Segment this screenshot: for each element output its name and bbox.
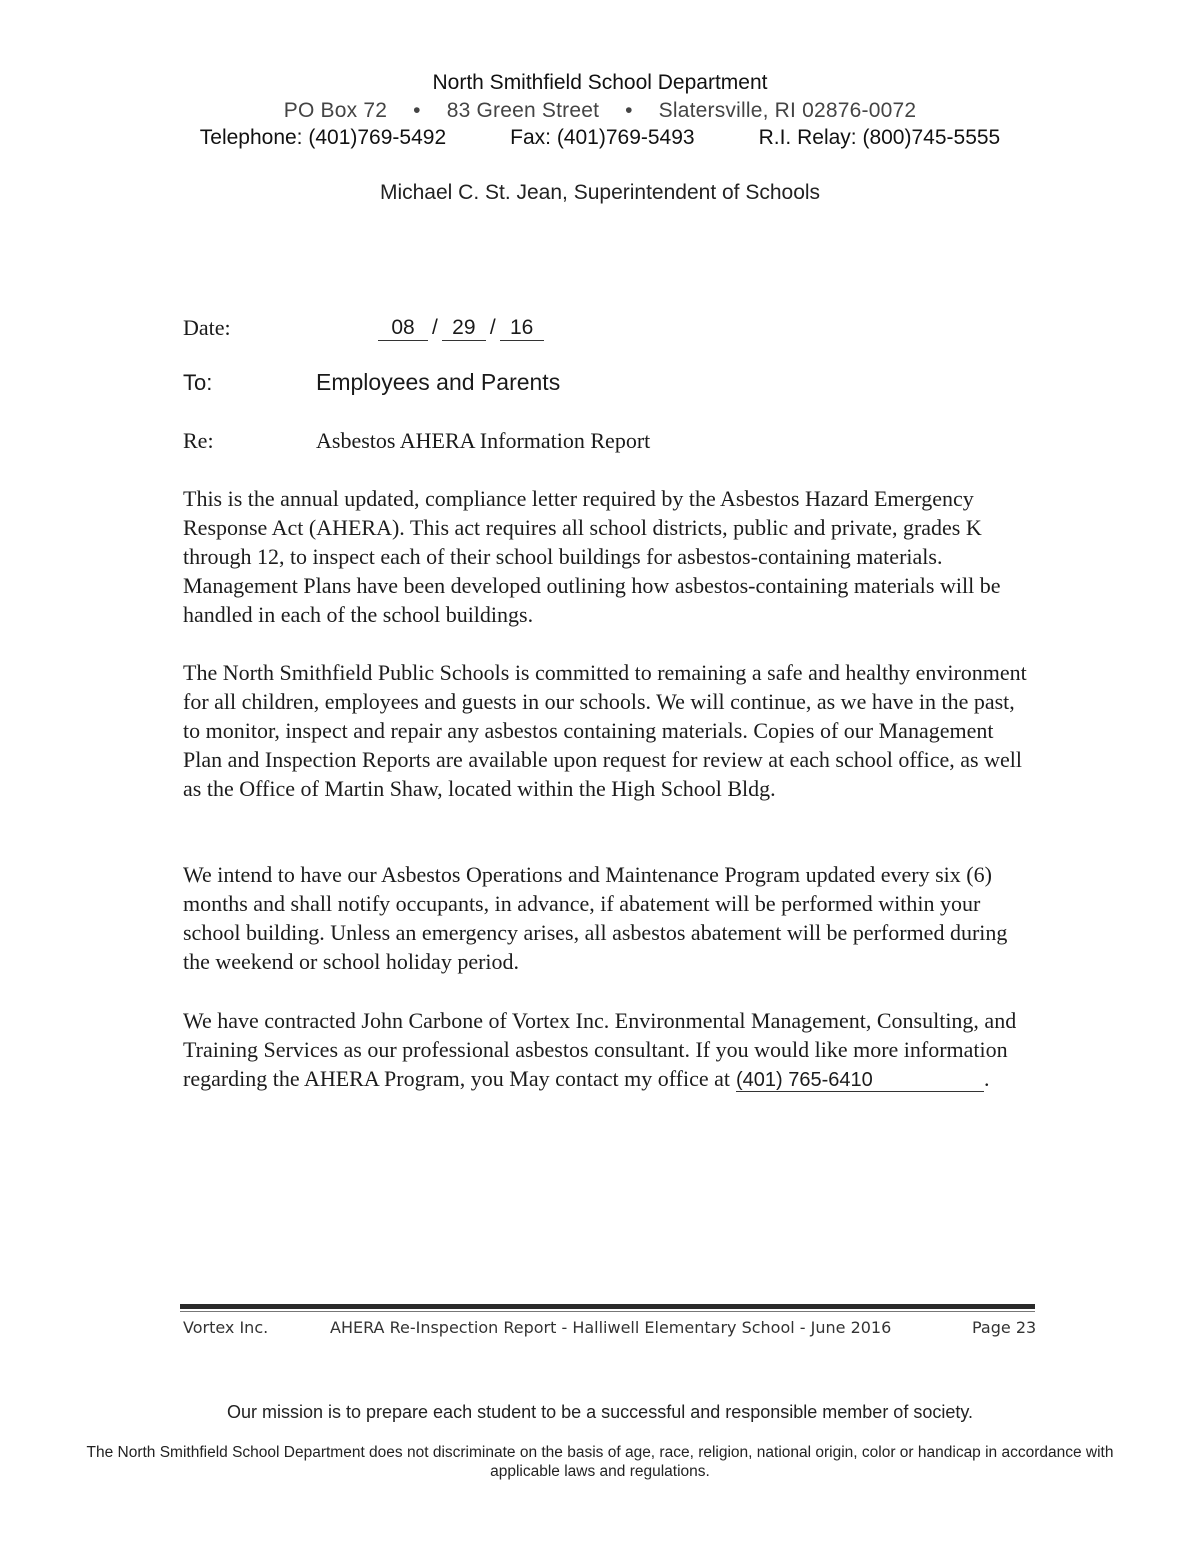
fax: Fax: (401)769-5493 bbox=[510, 126, 695, 149]
report-page-number: Page 23 bbox=[972, 1318, 1037, 1337]
footer-rule-thin bbox=[180, 1311, 1035, 1312]
footer-rule bbox=[180, 1304, 1035, 1309]
nondiscrimination-notice: The North Smithfield School Department does not discriminate on the basis of age, race, religion, national origin, color or handicap in accordance with applicable laws and regulations. bbox=[86, 1444, 1114, 1480]
paragraph-commitment: The North Smithfield Public Schools is committed to remaining a safe and healthy environment for all children, employees and guests in our schools. We will continue, as we have in the past, to monitor, inspect and repair any asbestos containing materials. Copies of our Management Plan and Inspection Reports are available upon request for review at each school office, as well as the Office of Martin Shaw, located within the High School Bldg. bbox=[183, 660, 1027, 801]
date-month: 08 bbox=[378, 316, 428, 341]
to-value: Employees and Parents bbox=[316, 369, 561, 395]
paragraph-ahera-compliance: This is the annual updated, compliance letter required by the Asbestos Hazard Emergency Response Act (AHERA). This act requires all school districts, public and private, grades K through 12, to inspect each of their school buildings for asbestos-containing materials. Management Plans have been developed outlining how asbestos-containing materials will be handled in each of the school buildings. bbox=[183, 486, 1001, 627]
po-box: PO Box 72 bbox=[283, 99, 388, 122]
sentence-end: . bbox=[984, 1066, 990, 1091]
date-value bbox=[378, 316, 544, 341]
mission-statement: Our mission is to prepare each student to be a successful and responsible member of society. bbox=[226, 1402, 974, 1422]
to-label: To: bbox=[183, 370, 213, 395]
date-separator: / bbox=[432, 316, 438, 339]
contact-line bbox=[0, 126, 1200, 150]
telephone: Telephone: (401)769-5492 bbox=[199, 126, 447, 149]
address-line bbox=[0, 99, 1200, 123]
department-name: North Smithfield School Department bbox=[432, 71, 768, 94]
city-state-zip: Slatersville, RI 02876-0072 bbox=[658, 99, 917, 122]
re-value: Asbestos AHERA Information Report bbox=[316, 428, 651, 453]
bullet-separator: • bbox=[625, 99, 633, 122]
consultant-text: We have contracted John Carbone of Vortex Inc. Environmental Management, Consulting, and Training Services as our professional asbestos consultant. If you would like more information regarding the AHERA Program, you May contact my office at bbox=[183, 1008, 1017, 1091]
report-company: Vortex Inc. bbox=[183, 1318, 269, 1337]
street-address: 83 Green Street bbox=[446, 99, 600, 122]
relay: R.I. Relay: (800)745-5555 bbox=[758, 126, 1001, 149]
date-label: Date: bbox=[183, 315, 231, 340]
re-label: Re: bbox=[183, 428, 214, 453]
date-year: 16 bbox=[500, 316, 544, 341]
date-day: 29 bbox=[442, 316, 486, 341]
report-title: AHERA Re-Inspection Report - Halliwell Elementary School - June 2016 bbox=[330, 1318, 892, 1337]
superintendent-line: Michael C. St. Jean, Superintendent of Schools bbox=[379, 181, 821, 204]
bullet-separator: • bbox=[413, 99, 421, 122]
office-phone: (401) 765-6410 bbox=[736, 1069, 984, 1092]
date-separator: / bbox=[489, 316, 496, 339]
paragraph-consultant bbox=[183, 1006, 1033, 1093]
paragraph-maintenance: We intend to have our Asbestos Operations and Maintenance Program updated every six (6) months and shall notify occupants, in advance, if abatement will be performed within your school building. Unless an emergency arises, all asbestos abatement will be performed during the weekend or school holiday period. bbox=[183, 862, 1008, 974]
